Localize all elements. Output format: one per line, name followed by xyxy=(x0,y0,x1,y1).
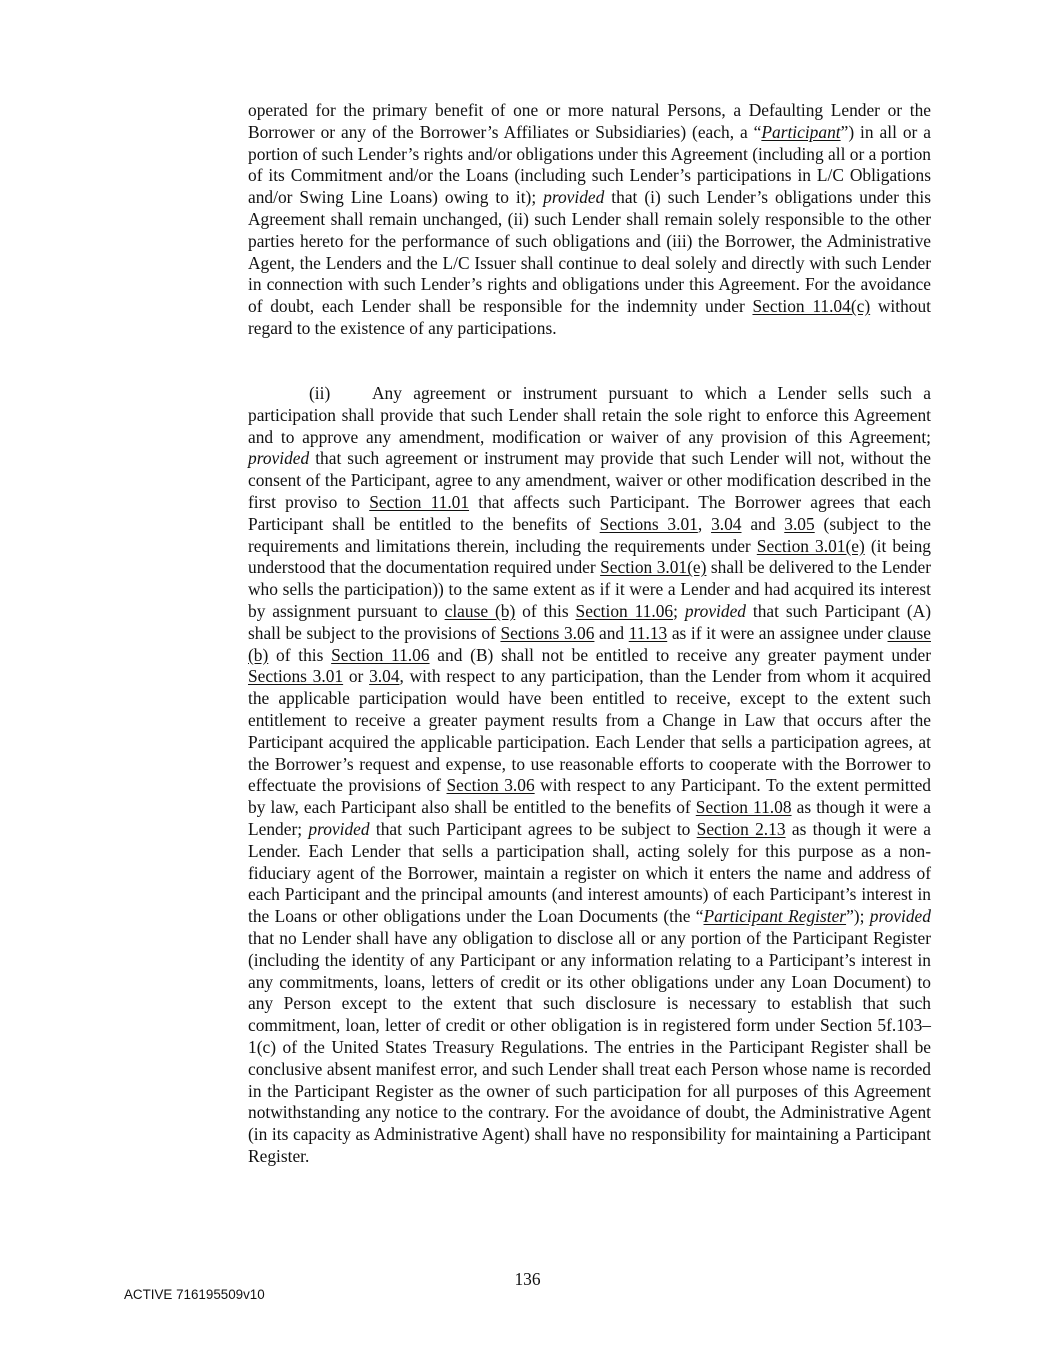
cross-reference-section-11-06: Section 11.06 xyxy=(331,644,430,665)
cross-reference-section-11-04c: Section 11.04(c) xyxy=(752,296,871,317)
cross-reference-section-11-08: Section 11.08 xyxy=(695,797,792,818)
cross-reference-section-3-05: 3.05 xyxy=(784,513,815,534)
proviso-term: provided xyxy=(308,818,370,839)
defined-term-participant-register: Participant Register xyxy=(703,906,847,927)
paragraph-ii-participation-rights: (ii) Any agreement or instrument pursuant to which a Lender sells such a participation shall provide that such Lender shall retain the sole right to enforce this Agreement and to approve any amendment, modification or waiver of any provision of this Agreement; provided that such agreement or instrument may provide that such Lender will not, without the consent of the Participant, agree to any amendment, waiver or other modification described in the first proviso to Section 11.01 that affects such Participant. The Borrower agrees that each Participant shall be entitled to the benefits of Sections 3.01, 3.04 and 3.05 (subject to the requirements and limitations therein, including the requirements under Section 3.01(e) (it being understood that the documentation required under Section 3.01(e) shall be delivered to the Lender who sells the participation)) to the same extent as if it were a Lender and had acquired its interest by assignment pursuant to clause (b) of this Section 11.06; provided that such Participant (A) shall be subject to the provisions of Sections 3.06 and 11.13 as if it were an assignee under clause (b) of this Section 11.06 and (B) shall not be entitled to receive any greater payment under Sections 3.01 or 3.04, with respect to any participation, than the Lender from whom it acquired the applicable participation would have been entitled to receive, except to the extent such entitlement to receive a greater payment results from a Change in Law that occurs after the Participant acquired the applicable participation. Each Lender that sells a participation agrees, at the Borrower’s request and expense, to use reasonable efforts to cooperate with the Borrower to effectuate the provisions of Section 3.06 with respect to any Participant. To the extent permitted by law, each Participant also shall be entitled to the benefits of Section 11.08 as though it were a Lender; provided that such Participant agrees to be subject to Section 2.13 as though it were a Lender. Each Lender that sells a participation shall, acting solely for this purpose as a non-fiduciary agent of the Borrower, maintain a register on which it enters the name and address of each Participant and the principal amounts (and interest amounts) of each Participant’s interest in the Loans or other obligations under the Loan Documents (the “Participant Register”); provided that no Lender shall have any obligation to disclose all or any portion of the Participant Register (including the identity of any Participant or any information relating to a Participant’s interest in any commitments, loans, letters of credit or its other obligations under any Loan Document) to any Person except to the extent that such disclosure is necessary to establish that such commitment, loan, letter of credit or other obligation is in registered form under Section 5f.103–1(c) of the United States Treasury Regulations. The entries in the Participant Register shall be conclusive absent manifest error, and such Lender shall treat each Person whose name is recorded in the Participant Register as the owner of such participation for all purposes of this Agreement notwithstanding any notice to the contrary. For the avoidance of doubt, the Administrative Agent (in its capacity as Administrative Agent) shall have no responsibility for maintaining a Participant Register. xyxy=(248,383,932,1166)
cross-reference-section-3-01e: Section 3.01(e) xyxy=(600,557,707,578)
cross-reference-section-11-01: Section 11.01 xyxy=(369,491,470,512)
cross-reference-section-3-04: 3.04 xyxy=(369,666,400,687)
cross-reference-section-3-01: Sections 3.01 xyxy=(248,666,344,687)
proviso-term: provided xyxy=(543,187,605,208)
paragraph-participations-intro: operated for the primary benefit of one or more natural Persons, a Defaulting Lender or the Borrower or any of the Borrower’s Affiliates or Subsidiaries) (each, a “Participant”) in all or a portion of such Lender’s rights and/or obligations under this Agreement (including all or a portion of its Commitment and/or the Loans (including such Lender’s participations in L/C Obligations and/or Swing Line Loans) owing to it); provided that (i) such Lender’s obligations under this Agreement shall remain unchanged, (ii) such Lender shall remain solely responsible to the other parties hereto for the performance of such obligations and (iii) the Borrower, the Administrative Agent, the Lenders and the L/C Issuer shall continue to deal solely and directly with such Lender in connection with such Lender’s rights and obligations under this Agreement. For the avoidance of doubt, each Lender shall be responsible for the indemnity under Section 11.04(c) without regard to the existence of any participations. xyxy=(248,100,931,338)
page-number: 136 xyxy=(514,1269,541,1289)
cross-reference-section-3-01e: Section 3.01(e) xyxy=(756,535,865,556)
paragraph-label: (ii) xyxy=(309,383,331,403)
proviso-term: provided xyxy=(869,906,931,927)
defined-term-participant: Participant xyxy=(761,121,841,142)
cross-reference-section-3-01: Sections 3.01 xyxy=(599,513,698,534)
cross-reference-section-3-04: 3.04 xyxy=(711,513,742,534)
proviso-term: provided xyxy=(248,448,310,469)
cross-reference-section-11-13: 11.13 xyxy=(628,622,668,643)
proviso-term: provided xyxy=(684,600,747,621)
cross-reference-section-2-13: Section 2.13 xyxy=(696,818,786,839)
cross-reference-section-3-06: Sections 3.06 xyxy=(500,622,595,643)
cross-reference-section-11-06: Section 11.06 xyxy=(575,600,674,621)
cross-reference-clause-b: clause (b) xyxy=(248,622,931,665)
cross-reference-section-3-06: Section 3.06 xyxy=(446,775,535,796)
cross-reference-clause-b: clause (b) xyxy=(444,600,516,621)
document-identifier: ACTIVE 716195509v10 xyxy=(124,1287,265,1302)
